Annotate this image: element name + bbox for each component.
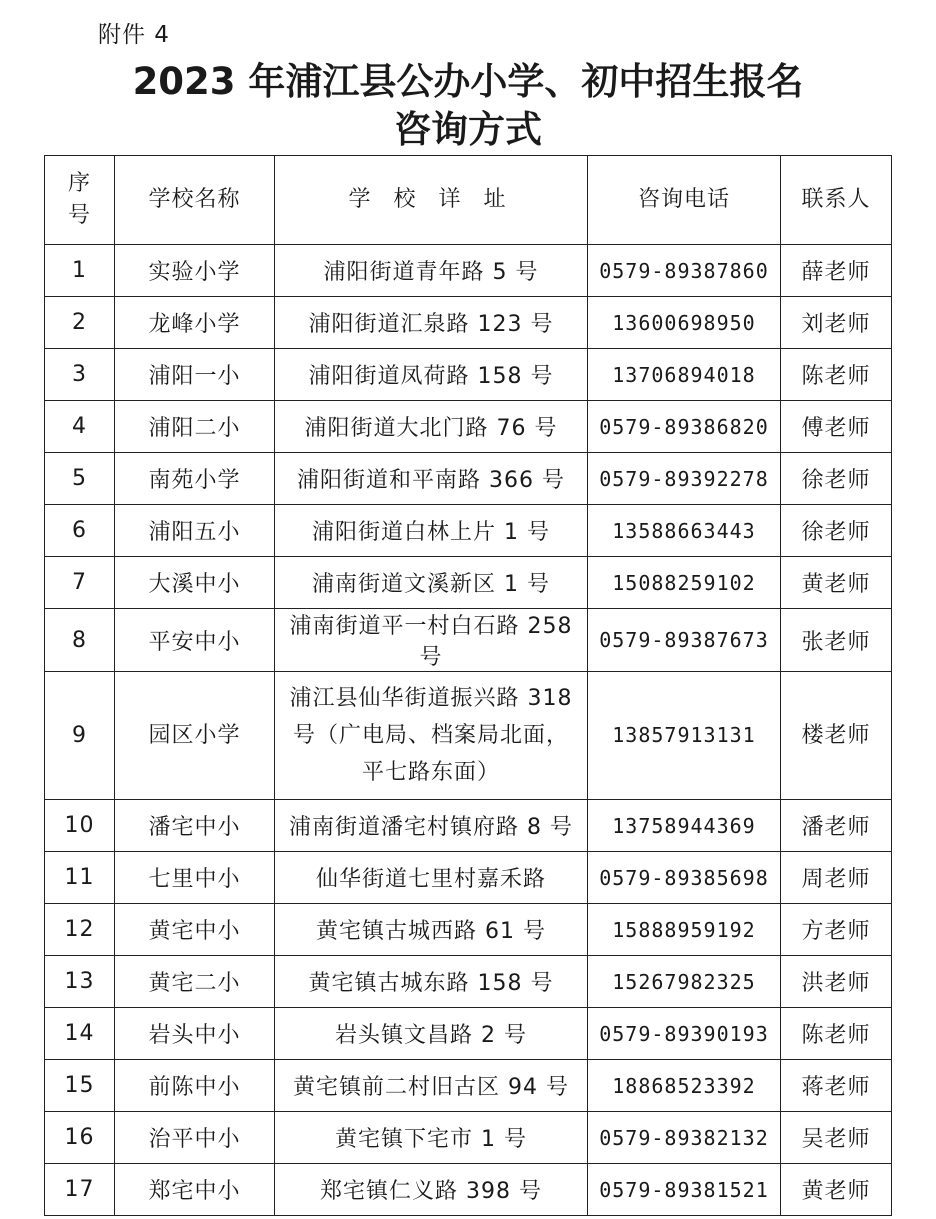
cell-contact: 陈老师 [781, 1008, 892, 1060]
cell-phone: 13600698950 [588, 297, 781, 349]
table-row [45, 557, 892, 609]
cell-address: 黄宅镇古城西路 61 号 [275, 904, 588, 956]
cell-school: 前陈中小 [115, 1060, 275, 1112]
cell-phone: 0579-89381521 [588, 1164, 781, 1216]
table-row [45, 349, 892, 401]
cell-contact: 潘老师 [781, 800, 892, 852]
table-row [45, 401, 892, 453]
cell-seq: 16 [45, 1112, 115, 1164]
cell-seq: 8 [45, 609, 115, 672]
cell-seq: 9 [45, 672, 115, 800]
page-subtitle: 咨询方式 [394, 108, 542, 151]
cell-school: 龙峰小学 [115, 297, 275, 349]
cell-phone: 15267982325 [588, 956, 781, 1008]
cell-address-line-2: 号（广电局、档案局北面， [292, 723, 569, 748]
cell-address: 浦阳街道青年路 5 号 [275, 245, 588, 297]
cell-contact: 刘老师 [781, 297, 892, 349]
cell-phone: 18868523392 [588, 1060, 781, 1112]
cell-school: 黄宅二小 [115, 956, 275, 1008]
header-contact: 联系人 [781, 156, 892, 245]
cell-seq: 17 [45, 1164, 115, 1216]
cell-address: 浦南街道平一村白石路 258 号 [275, 609, 588, 672]
cell-phone: 0579-89385698 [588, 852, 781, 904]
cell-address: 仙华街道七里村嘉禾路 [275, 852, 588, 904]
cell-address: 浦南街道文溪新区 1 号 [275, 557, 588, 609]
table-row [45, 904, 892, 956]
header-seq-line1: 序 [67, 171, 91, 196]
cell-address: 岩头镇文昌路 2 号 [275, 1008, 588, 1060]
header-seq [45, 156, 115, 245]
cell-contact: 楼老师 [781, 672, 892, 800]
cell-school: 南苑小学 [115, 453, 275, 505]
header-address: 学 校 详 址 [275, 156, 588, 245]
table-row [45, 245, 892, 297]
cell-contact: 陈老师 [781, 349, 892, 401]
header-seq-line2: 号 [67, 203, 91, 228]
cell-phone: 0579-89387673 [588, 609, 781, 672]
cell-school: 实验小学 [115, 245, 275, 297]
cell-contact: 周老师 [781, 852, 892, 904]
cell-school: 黄宅中小 [115, 904, 275, 956]
cell-address: 浦阳街道汇泉路 123 号 [275, 297, 588, 349]
cell-seq: 10 [45, 800, 115, 852]
cell-school: 平安中小 [115, 609, 275, 672]
cell-address: 郑宅镇仁义路 398 号 [275, 1164, 588, 1216]
cell-school: 浦阳一小 [115, 349, 275, 401]
cell-seq: 7 [45, 557, 115, 609]
cell-address-line-1: 浦江县仙华街道振兴路 318 [289, 686, 573, 711]
cell-address: 浦阳街道凤荷路 158 号 [275, 349, 588, 401]
cell-seq: 11 [45, 852, 115, 904]
cell-school: 浦阳五小 [115, 505, 275, 557]
cell-phone: 0579-89390193 [588, 1008, 781, 1060]
cell-phone: 13588663443 [588, 505, 781, 557]
cell-address: 浦阳街道白林上片 1 号 [275, 505, 588, 557]
cell-school: 郑宅中小 [115, 1164, 275, 1216]
table-header-row [45, 156, 892, 245]
table-row [45, 852, 892, 904]
cell-phone: 13706894018 [588, 349, 781, 401]
cell-seq: 2 [45, 297, 115, 349]
table-row [45, 609, 892, 672]
cell-address: 浦南街道潘宅村镇府路 8 号 [275, 800, 588, 852]
cell-seq: 14 [45, 1008, 115, 1060]
cell-seq: 12 [45, 904, 115, 956]
cell-school: 浦阳二小 [115, 401, 275, 453]
table-row [45, 672, 892, 800]
cell-seq: 13 [45, 956, 115, 1008]
cell-phone: 13857913131 [588, 672, 781, 800]
cell-seq: 5 [45, 453, 115, 505]
cell-address: 黄宅镇前二村旧古区 94 号 [275, 1060, 588, 1112]
cell-contact: 傅老师 [781, 401, 892, 453]
cell-contact: 薛老师 [781, 245, 892, 297]
cell-seq: 4 [45, 401, 115, 453]
contact-table [44, 155, 892, 1216]
cell-school: 园区小学 [115, 672, 275, 800]
cell-phone: 15888959192 [588, 904, 781, 956]
cell-address-line-3: 平七路东面） [361, 760, 500, 785]
table-row [45, 800, 892, 852]
table-row [45, 453, 892, 505]
cell-seq: 3 [45, 349, 115, 401]
cell-address: 浦阳街道大北门路 76 号 [275, 401, 588, 453]
table-row [45, 1008, 892, 1060]
cell-seq: 1 [45, 245, 115, 297]
cell-contact: 吴老师 [781, 1112, 892, 1164]
page-title: 2023 年浦江县公办小学、初中招生报名 [132, 60, 804, 103]
table-row [45, 505, 892, 557]
table-row [45, 956, 892, 1008]
cell-contact: 徐老师 [781, 453, 892, 505]
table-row [45, 297, 892, 349]
cell-contact: 徐老师 [781, 505, 892, 557]
cell-phone: 0579-89382132 [588, 1112, 781, 1164]
cell-contact: 方老师 [781, 904, 892, 956]
header-phone: 咨询电话 [588, 156, 781, 245]
cell-address: 黄宅镇古城东路 158 号 [275, 956, 588, 1008]
cell-seq: 15 [45, 1060, 115, 1112]
cell-contact: 黄老师 [781, 557, 892, 609]
table-row [45, 1164, 892, 1216]
table-row [45, 1060, 892, 1112]
cell-school: 潘宅中小 [115, 800, 275, 852]
cell-phone: 0579-89387860 [588, 245, 781, 297]
header-school: 学校名称 [115, 156, 275, 245]
cell-phone: 0579-89386820 [588, 401, 781, 453]
cell-phone: 0579-89392278 [588, 453, 781, 505]
cell-school: 治平中小 [115, 1112, 275, 1164]
cell-school: 大溪中小 [115, 557, 275, 609]
cell-contact: 蒋老师 [781, 1060, 892, 1112]
cell-address: 浦阳街道和平南路 366 号 [275, 453, 588, 505]
cell-school: 七里中小 [115, 852, 275, 904]
cell-contact: 张老师 [781, 609, 892, 672]
cell-address [275, 672, 588, 800]
attachment-label: 附件 4 [98, 22, 170, 48]
cell-phone: 15088259102 [588, 557, 781, 609]
cell-seq: 6 [45, 505, 115, 557]
cell-school: 岩头中小 [115, 1008, 275, 1060]
cell-phone: 13758944369 [588, 800, 781, 852]
cell-contact: 黄老师 [781, 1164, 892, 1216]
cell-address: 黄宅镇下宅市 1 号 [275, 1112, 588, 1164]
table-row [45, 1112, 892, 1164]
cell-contact: 洪老师 [781, 956, 892, 1008]
